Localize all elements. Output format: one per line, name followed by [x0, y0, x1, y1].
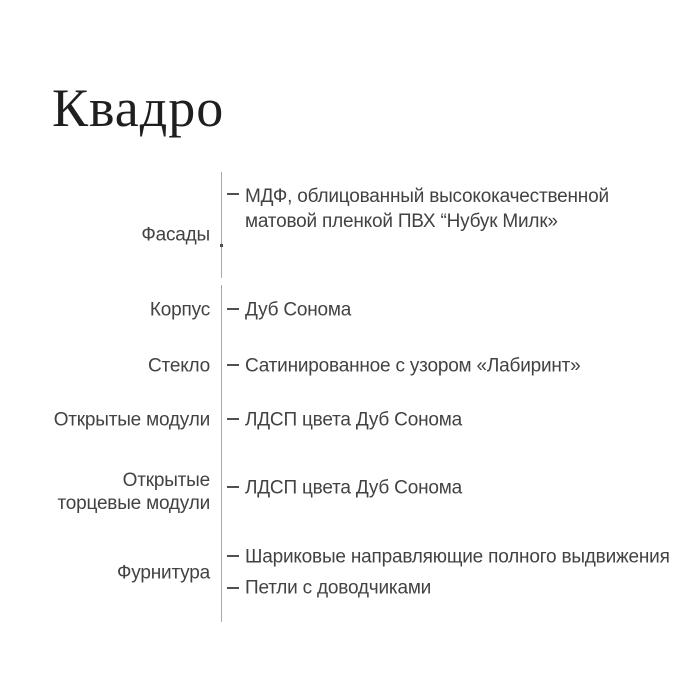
product-title: Квадро — [52, 78, 225, 138]
value-dash-marker — [227, 587, 239, 589]
spec-label-line: Открытые — [122, 470, 210, 491]
spec-value-otkrytye-torcevye-moduli: ЛДСП цвета Дуб Сонома — [245, 477, 462, 499]
value-dash-marker — [227, 308, 239, 310]
spec-label-steklo: Стекло — [148, 355, 210, 377]
spec-label-line: торцевые модули — [57, 493, 210, 514]
divider-line-top-segment — [221, 172, 222, 278]
spec-label-otkrytye-torcevye-moduli — [0, 469, 210, 515]
spec-label-korpus: Корпус — [149, 299, 210, 321]
value-dash-marker — [227, 555, 239, 557]
value-dash-marker — [227, 193, 239, 195]
value-dash-marker — [227, 418, 239, 420]
divider-line-dot — [220, 244, 223, 247]
spec-value-fasady: МДФ, облицованный высококачественной матовой пленкой ПВХ “Нубук Милк» — [245, 186, 609, 232]
value-dash-marker — [227, 364, 239, 366]
spec-label-otkrytye-moduli: Открытые модули — [53, 409, 210, 431]
spec-value-otkrytye-moduli: ЛДСП цвета Дуб Сонома — [245, 409, 462, 431]
spec-label-furnitura: Фурнитура — [117, 562, 210, 584]
spec-value-steklo: Сатинированное с узором «Лабиринт» — [245, 355, 581, 377]
value-dash-marker — [227, 486, 239, 488]
divider-line-bottom-segment — [221, 285, 222, 622]
spec-label-fasady: Фасады — [141, 224, 210, 246]
spec-value-furnitura-2: Петли с доводчиками — [245, 577, 432, 599]
spec-value-korpus: Дуб Сонома — [245, 299, 352, 321]
spec-value-furnitura-1: Шариковые направляющие полного выдвижения — [245, 546, 670, 568]
